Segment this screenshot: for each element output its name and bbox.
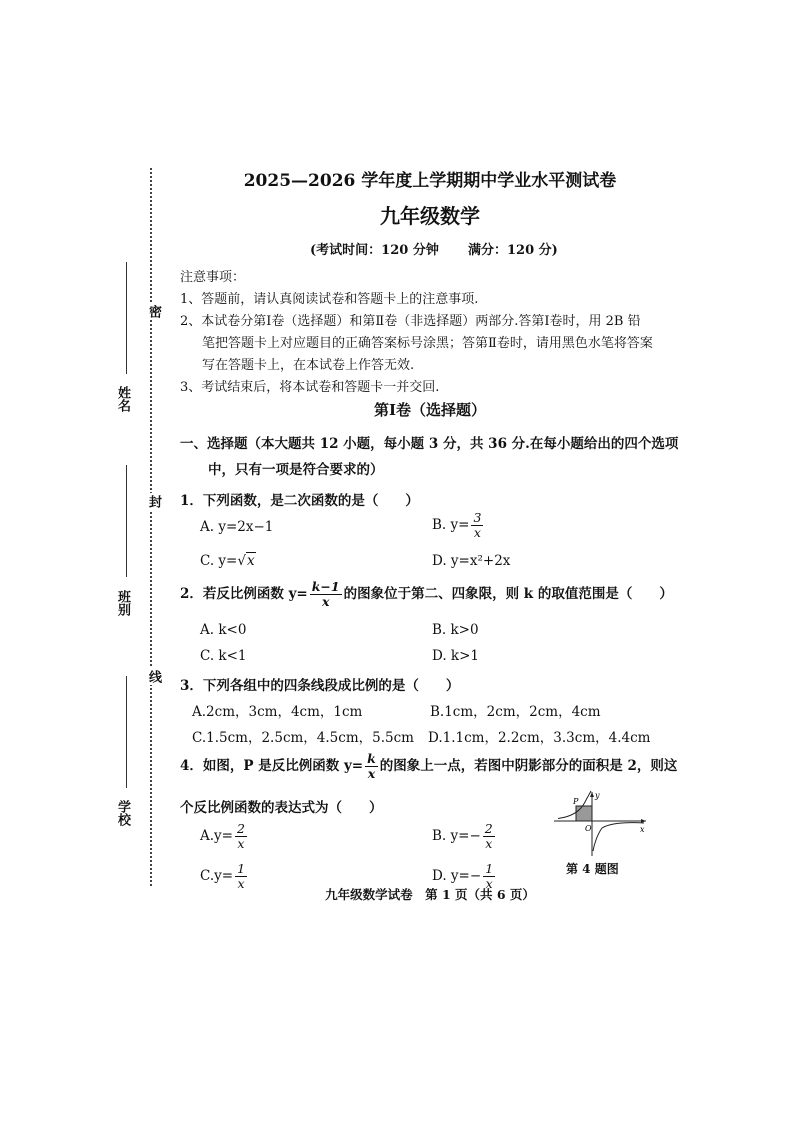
section-instructions-cont: 中，只有一项是符合要求的） <box>208 462 384 478</box>
q4-figure <box>552 790 652 860</box>
notice-item-1: 1、答题前，请认真阅读试卷和答题卡上的注意事项. <box>180 292 479 307</box>
notice-item-2-cont: 笔把答题卡上对应题目的正确答案标号涂黑；答第Ⅱ卷时，请用黑色水笔将答案 <box>202 336 653 351</box>
q2-option-c: C. k<1 <box>200 648 247 664</box>
q4-stem: 4．如图，P 是反比例函数 y= $\frac{k}{x}$ 的图象上一点，若图中阴影部分的面积是 2，则这 <box>180 751 678 781</box>
q1-option-b: B. y= $\frac{3}{x}$ <box>432 510 482 540</box>
q3-stem: 3．下列各组中的四条线段成比例的是（ ） <box>180 678 460 694</box>
part1-title: 第Ⅰ卷（选择题） <box>373 401 487 419</box>
seal-mark-xian: 线 <box>146 670 161 683</box>
fig-label-o: O <box>585 824 592 833</box>
exam-time: (考试时间：120 分钟 <box>310 243 439 258</box>
exam-subject: 九年级数学 <box>380 204 480 228</box>
fig-label-x: x <box>640 825 645 834</box>
school-underline[interactable] <box>126 676 127 788</box>
shaded-rectangle <box>576 806 592 821</box>
q3-option-c: C.1.5cm，2.5cm，4.5cm，5.5cm <box>192 730 414 746</box>
q1-option-c: C. y=√x <box>200 553 255 569</box>
q2-stem: 2．若反比例函数 y= $\frac{k-1}{x}$ 的图象位于第二、四象限，则 k 的取值范围是（ ） <box>180 579 673 609</box>
q2-option-d: D. k>1 <box>432 648 480 664</box>
seal-mark-feng: 封 <box>146 495 161 508</box>
section-instructions: 一、选择题（本大题共 12 小题，每小题 3 分，共 36 分.在每小题给出的四个选项 <box>180 436 679 452</box>
exam-score: 满分：120 分) <box>468 243 558 258</box>
q4-option-a: A.y= $\frac{2}{x}$ <box>200 821 245 851</box>
q1-option-a: A. y=2x−1 <box>200 519 274 535</box>
q2-option-a: A. k<0 <box>200 622 247 638</box>
binding-dotted-line <box>150 168 152 886</box>
notice-item-2-cont2: 写在答题卡上，在本试卷上作答无效. <box>202 358 415 373</box>
q3-option-a: A.2cm，3cm，4cm，1cm <box>192 704 363 720</box>
notice-item-3: 3、考试结束后，将本试卷和答题卡一并交回. <box>180 380 440 395</box>
q4-figure-caption: 第 4 题图 <box>566 862 619 876</box>
field-name-label: 姓名 <box>115 386 130 412</box>
name-underline[interactable] <box>126 262 127 374</box>
field-class-label: 班别 <box>115 590 130 616</box>
fig-label-y: y <box>595 791 600 800</box>
page-footer: 九年级数学试卷 第 1 页（共 6 页） <box>325 887 535 902</box>
q1-option-d: D. y=x²+2x <box>432 553 511 569</box>
q4-option-b: B. y=− $\frac{2}{x}$ <box>432 821 493 851</box>
q1-stem: 1．下列函数，是二次函数的是（ ） <box>180 493 419 509</box>
q3-option-d: D.1.1cm，2.2cm，3.3cm，4.4cm <box>428 730 651 746</box>
seal-mark-mi: 密 <box>146 305 161 318</box>
curve-fourth-quadrant <box>593 823 644 851</box>
notice-heading: 注意事项： <box>180 270 246 285</box>
q3-option-b: B.1cm，2cm，2cm，4cm <box>430 704 601 720</box>
q4-option-c: C.y= $\frac{1}{x}$ <box>200 861 246 891</box>
exam-title: 2025—2026 学年度上学期期中学业水平测试卷 <box>243 171 617 191</box>
q2-option-b: B. k>0 <box>432 622 479 638</box>
q4-option-d: D. y=− $\frac{1}{x}$ <box>432 861 494 891</box>
fig-label-p: P <box>573 797 579 806</box>
q4-stem-cont: 个反比例函数的表达式为（ ） <box>180 800 383 816</box>
field-school-label: 学校 <box>115 800 130 826</box>
class-underline[interactable] <box>126 465 127 577</box>
notice-item-2: 2、本试卷分第Ⅰ卷（选择题）和第Ⅱ卷（非选择题）两部分.答第Ⅰ卷时，用 2B 铅 <box>180 314 641 329</box>
